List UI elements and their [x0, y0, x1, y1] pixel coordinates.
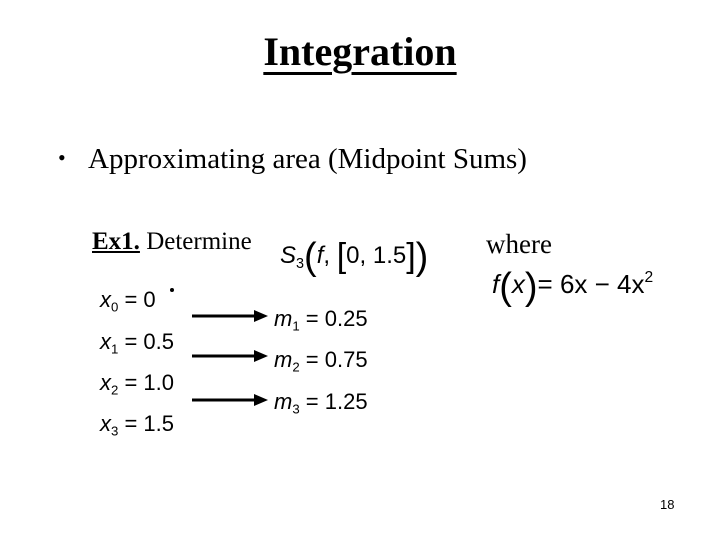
sum-comma: ,: [323, 242, 331, 269]
midpoint: [274, 306, 368, 334]
x-symbol: x: [100, 411, 111, 436]
m-symbol: m: [274, 389, 293, 414]
x-point: [100, 329, 174, 357]
x-symbol: x: [100, 287, 111, 312]
close-paren: ): [415, 236, 429, 278]
m-symbol: m: [274, 306, 293, 331]
x-value: = 1.0: [124, 370, 175, 395]
x-subscript: 3: [111, 423, 119, 439]
x-value: = 0.5: [124, 329, 175, 354]
fx-close-paren: ): [524, 266, 538, 308]
where-text: where: [486, 229, 552, 259]
x-value: = 1.5: [124, 411, 175, 436]
m-value: = 0.75: [305, 347, 368, 372]
function-name: f: [492, 269, 500, 299]
x-subscript: 1: [111, 341, 119, 357]
page-number: 18: [660, 497, 675, 512]
m-subscript: 3: [292, 401, 300, 417]
bullet-text: Approximating area (Midpoint Sums): [88, 143, 527, 175]
sum-symbol: S: [280, 242, 297, 269]
midpoint: [274, 389, 368, 417]
right-arrow-icon: [192, 349, 268, 363]
function-rhs: = 6x − 4x: [537, 269, 645, 299]
sum-function: f: [316, 242, 324, 269]
m-symbol: m: [274, 347, 293, 372]
x-subscript: 0: [111, 299, 119, 315]
m-subscript: 1: [292, 318, 300, 334]
x-symbol: x: [100, 370, 111, 395]
open-bracket: [: [336, 237, 347, 275]
x-value: = 0: [124, 287, 156, 312]
interval: 0, 1.5: [346, 242, 407, 269]
sum-subscript: 3: [296, 256, 305, 273]
right-arrow-icon: [192, 393, 268, 407]
m-value: = 1.25: [305, 389, 368, 414]
midpoint: [274, 347, 368, 375]
slide-title: Integration: [263, 29, 457, 74]
function-variable: x: [511, 269, 525, 299]
x-point: [100, 370, 174, 398]
x-subscript: 2: [111, 382, 119, 398]
stray-dot: [170, 288, 174, 292]
right-arrow-icon: [192, 309, 268, 323]
function-definition: [492, 268, 653, 306]
example-label: Ex1.: [92, 228, 140, 255]
bullet-item: [58, 143, 527, 176]
open-paren: (: [304, 236, 317, 278]
x-point: [100, 287, 156, 315]
m-value: = 0.25: [305, 306, 368, 331]
function-exponent: 2: [644, 269, 654, 287]
bullet-dot-icon: •: [58, 145, 66, 170]
example-line: [92, 228, 252, 256]
example-text: Determine: [146, 228, 252, 255]
sum-expression: [280, 238, 428, 276]
fx-open-paren: (: [499, 266, 512, 308]
close-bracket: ]: [406, 237, 416, 275]
m-subscript: 2: [292, 359, 300, 375]
x-point: [100, 411, 174, 439]
x-symbol: x: [100, 329, 111, 354]
